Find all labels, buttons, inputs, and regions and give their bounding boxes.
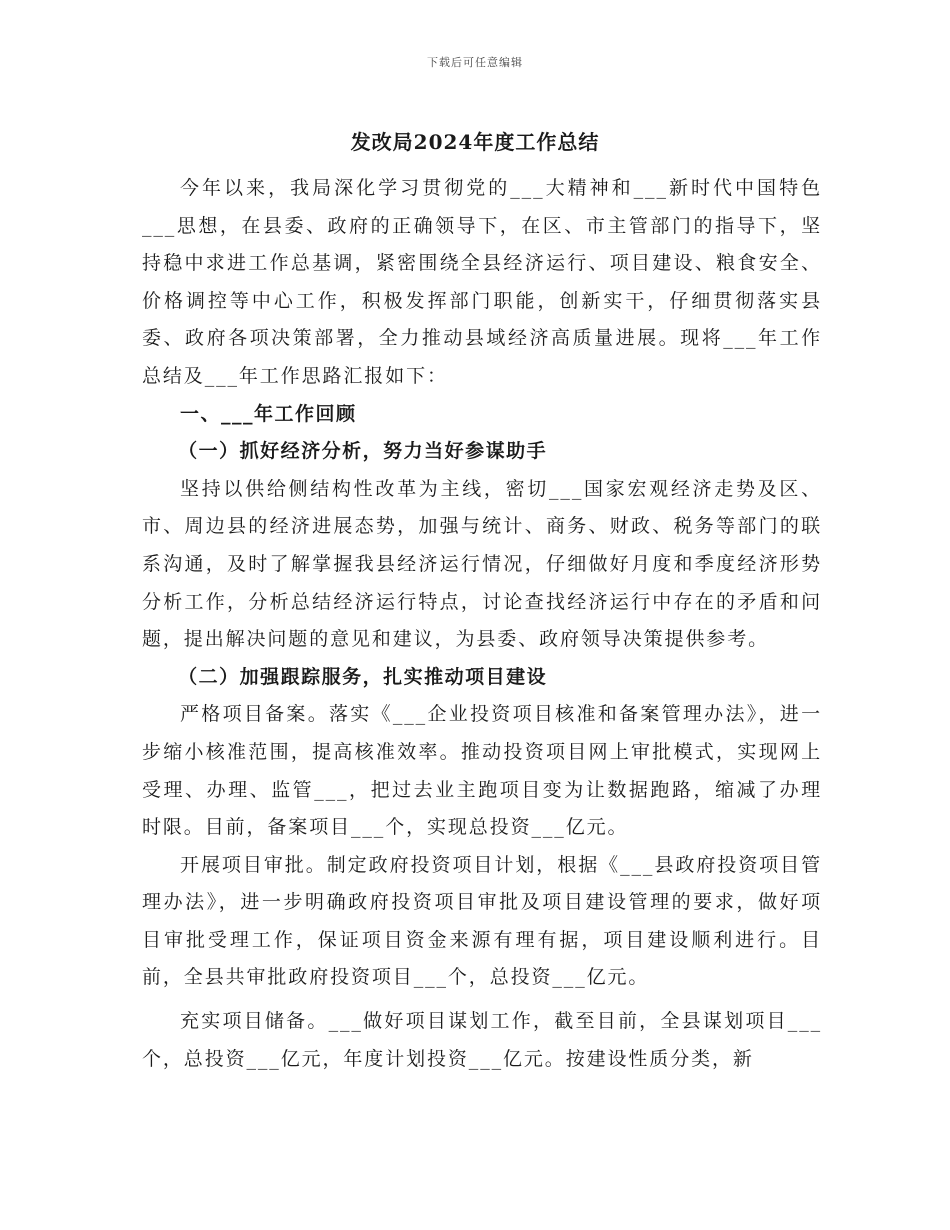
project-filing-paragraph: 严格项目备案。落实《___企业投资项目核准和备案管理办法》，进一步缩小核准范围，提高核准效率。推动投资项目网上审批模式，实现网上受理、办理、监管___，把过去业主跑项目变为让数据跑路，缩减了办理时限。目前，备案项目___个，实现总投资___亿元。 (142, 703, 822, 839)
subsection-heading-economic-analysis: （一）抓好经济分析，努力当好参谋助手 (178, 440, 548, 463)
header-note: 下载后可任意编辑 (427, 56, 523, 69)
project-approval-paragraph: 开展项目审批。制定政府投资项目计划，根据《___县政府投资项目管理办法》，进一步明确政府投资项目审批及项目建设管理的要求，做好项目审批受理工作，保证项目资金来源有理有据，项目建设顺利进行。目前，全县共审批政府投资项目___个，总投资___亿元。 (142, 853, 822, 989)
project-reserve-paragraph: 充实项目储备。___做好项目谋划工作，截至目前，全县谋划项目___个，总投资___亿元，年度计划投资___亿元。按建设性质分类，新 (142, 1010, 822, 1070)
document-body (142, 170, 822, 1078)
section-heading-review: 一、___年工作回顾 (180, 402, 357, 425)
intro-paragraph: 今年以来，我局深化学习贯彻党的___大精神和___新时代中国特色___思想，在县委、政府的正确领导下，在区、市主管部门的指导下，坚持稳中求进工作总基调，紧密围绕全县经济运行、项目建设、粮食安全、价格调控等中心工作，积极发挥部门职能，创新实干，仔细贯彻落实县委、政府各项决策部署，全力推动县域经济高质量进展。现将___年工作总结及___年工作思路汇报如下： (142, 177, 822, 387)
subsection-heading-project-construction: （二）加强跟踪服务，扎实推动项目建设 (178, 665, 548, 688)
document-title: 发改局2024年度工作总结 (350, 130, 600, 154)
economic-analysis-paragraph: 坚持以供给侧结构性改革为主线，密切___国家宏观经济走势及区、市、周边县的经济进展态势，加强与统计、商务、财政、税务等部门的联系沟通，及时了解掌握我县经济运行情况，仔细做好月度和季度经济形势分析工作，分析总结经济运行特点，讨论查找经济运行中存在的矛盾和问题，提出解决问题的意见和建议，为县委、政府领导决策提供参考。 (142, 477, 822, 651)
